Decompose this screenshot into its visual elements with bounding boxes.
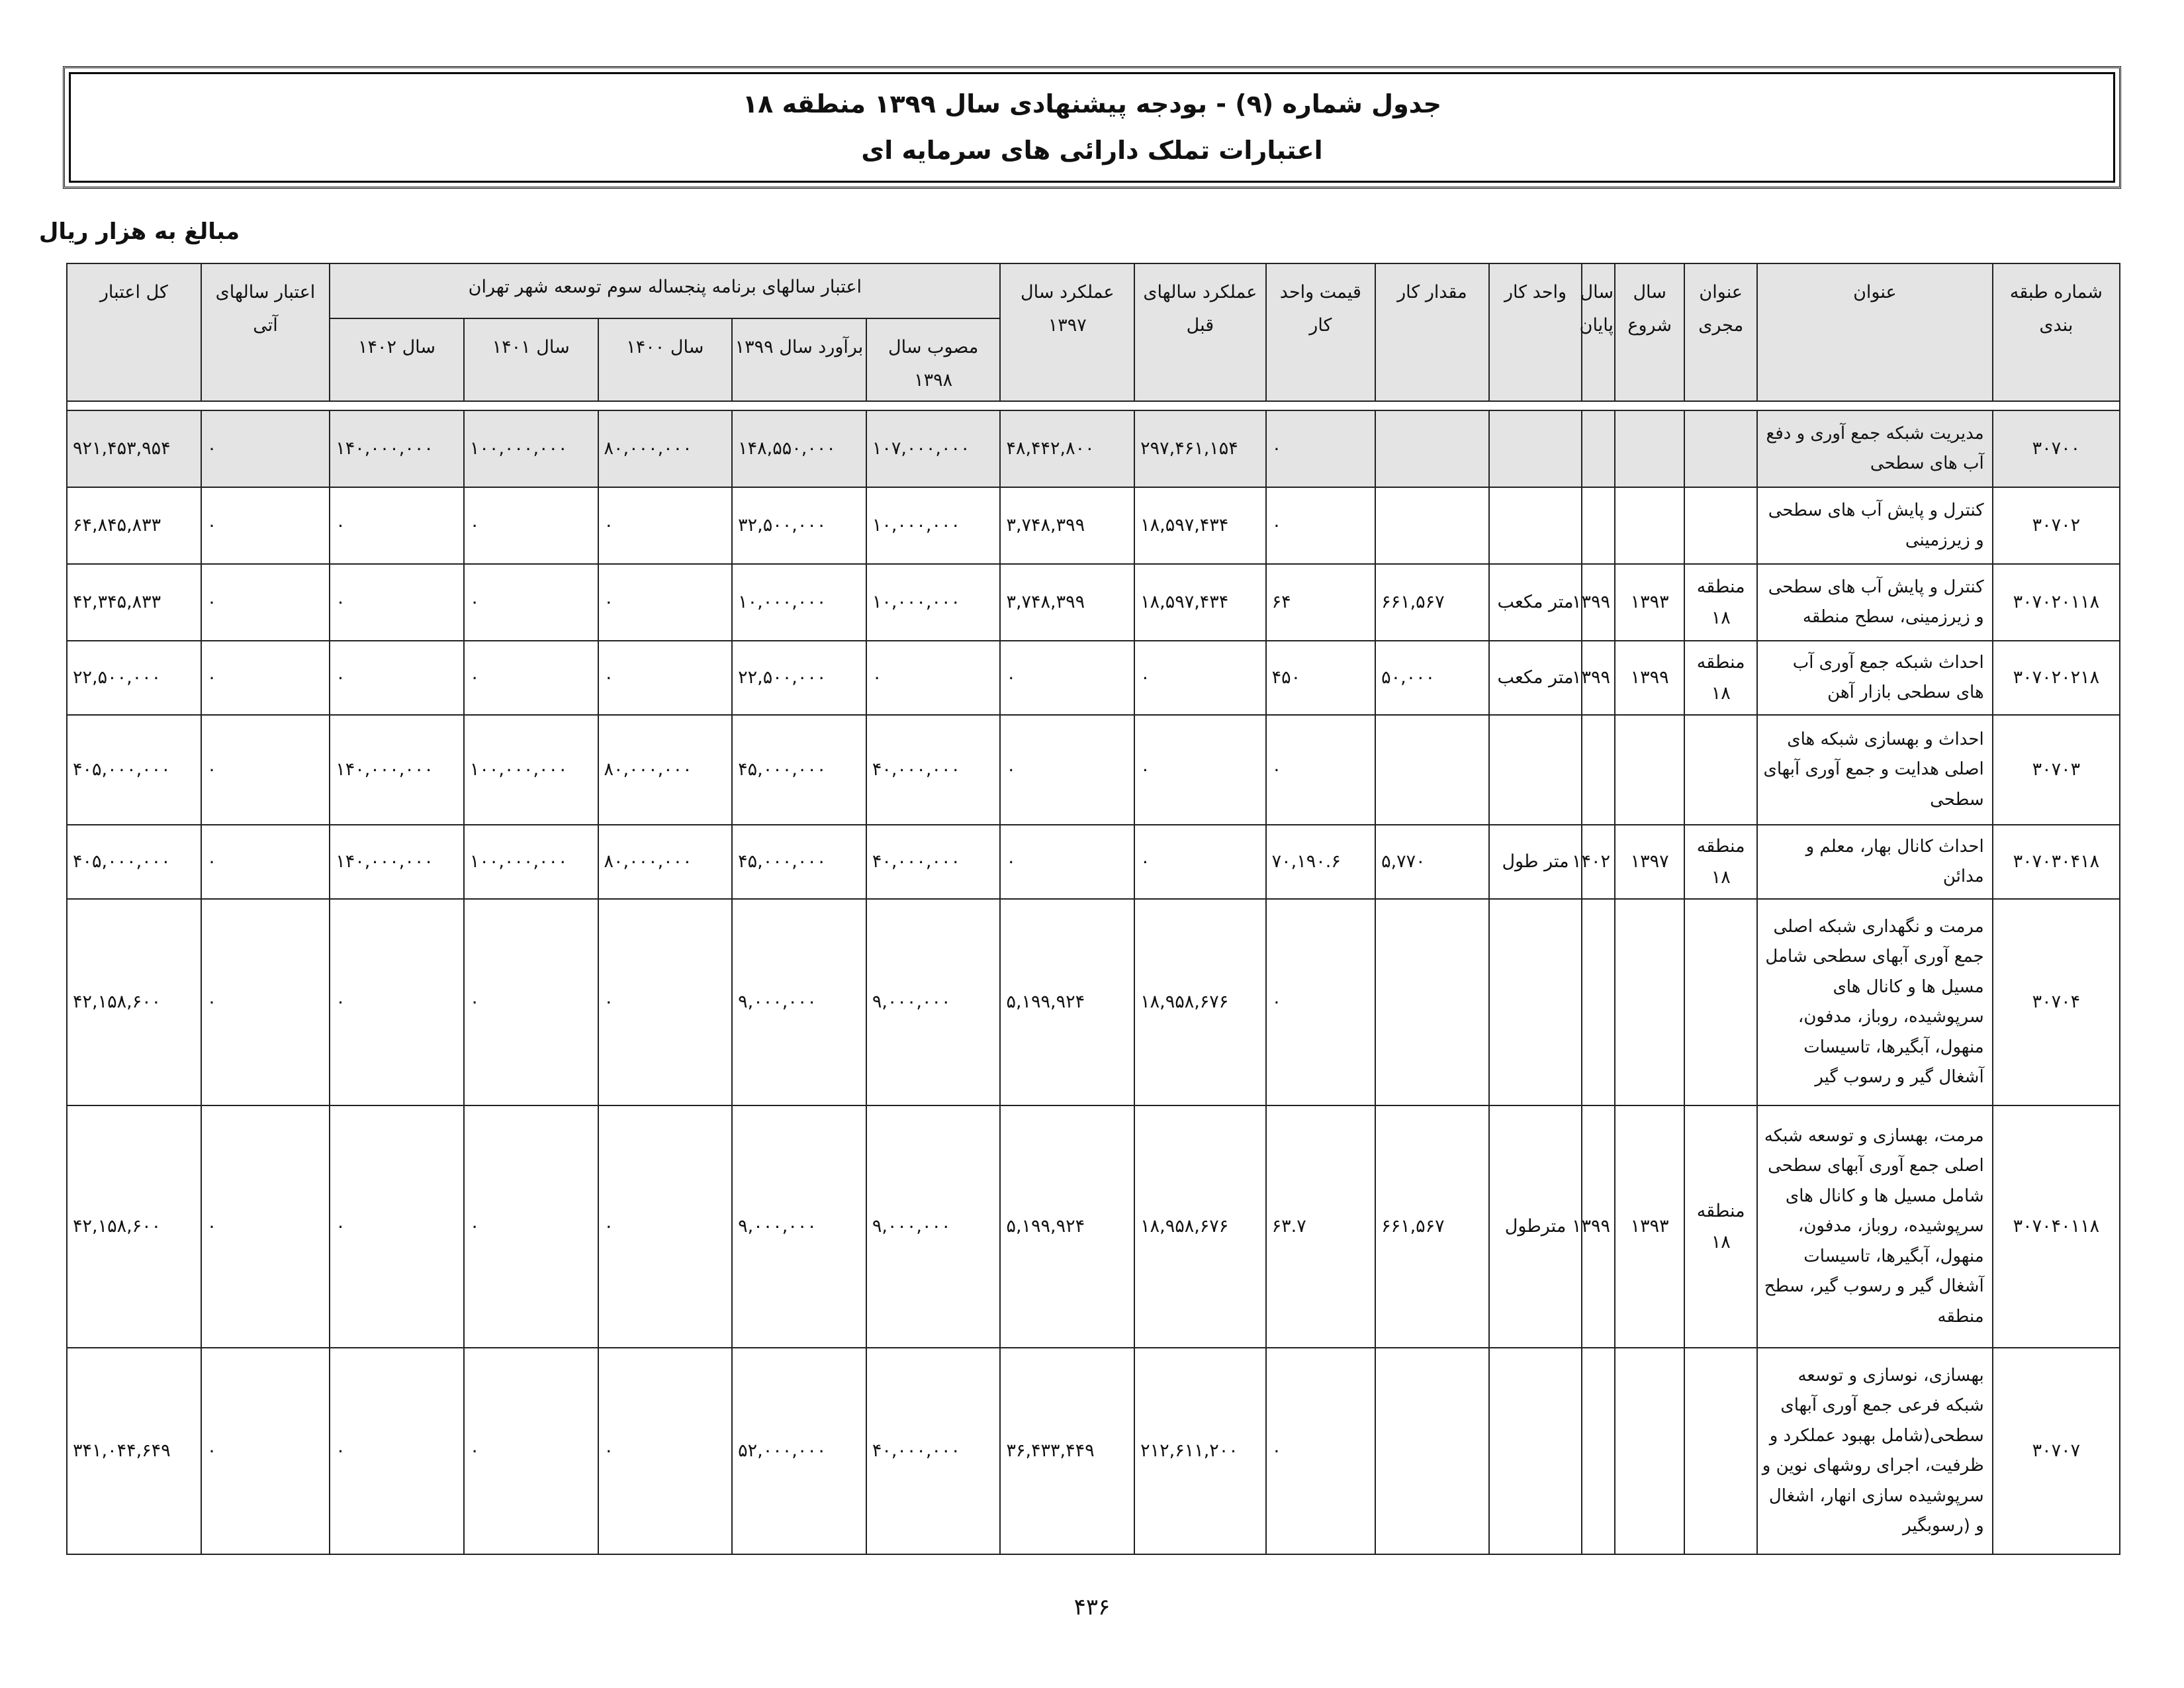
cell-code: ۳۰۷۰۴۰۱۱۸ [1993,1105,2120,1348]
cell-approved-1398: ۴۰,۰۰۰,۰۰۰ [866,825,1001,899]
table-row [67,899,2120,1105]
cell-y1400: ۰ [598,1348,733,1554]
cell-y1401: ۱۰۰,۰۰۰,۰۰۰ [464,410,598,487]
cell-y1401: ۰ [464,899,598,1105]
cell-perf-1397: ۵,۱۹۹,۹۲۴ [1000,1105,1134,1348]
cell-total: ۲۲,۵۰۰,۰۰۰ [67,641,201,715]
cell-title: کنترل و پایش آب های سطحی و زیرزمینی [1757,487,1993,564]
cell-exec: منطقه ۱۸ [1684,825,1757,899]
cell-y1402: ۱۴۰,۰۰۰,۰۰۰ [330,410,464,487]
header-spacer [67,401,2120,410]
cell-perf-1397: ۵,۱۹۹,۹۲۴ [1000,899,1134,1105]
cell-y1400: ۸۰,۰۰۰,۰۰۰ [598,410,733,487]
cell-start: ۱۳۹۹ [1615,641,1684,715]
cell-end [1582,487,1615,564]
cell-title: احداث شبکه جمع آوری آب های سطحی بازار آهن [1757,641,1993,715]
cell-estimate-1399: ۴۵,۰۰۰,۰۰۰ [732,715,866,825]
table-row [67,825,2120,899]
cell-approved-1398: ۹,۰۰۰,۰۰۰ [866,1105,1001,1348]
cell-qty: ۶۶۱,۵۶۷ [1375,564,1489,641]
col-title: عنوان [1757,263,1993,401]
cell-perf-1397: ۳,۷۴۸,۳۹۹ [1000,564,1134,641]
cell-y1401: ۰ [464,487,598,564]
cell-end: ۱۳۹۹ [1582,641,1615,715]
cell-start [1615,410,1684,487]
cell-perf-1397: ۴۸,۴۴۲,۸۰۰ [1000,410,1134,487]
cell-perf-1397: ۰ [1000,641,1134,715]
cell-code: ۳۰۷۰۲۰۱۱۸ [1993,564,2120,641]
col-work-qty: مقدار کار [1375,263,1489,401]
cell-unit [1489,487,1582,564]
cell-y1402: ۰ [330,487,464,564]
cell-perf-prev: ۰ [1134,825,1266,899]
cell-code: ۳۰۷۰۰ [1993,410,2120,487]
table-row [67,487,2120,564]
cell-price: ۰ [1266,715,1375,825]
col-perf-1397: عملکرد سال ۱۳۹۷ [1000,263,1134,401]
cell-y1400: ۰ [598,641,733,715]
col-end-year: سال پایان [1582,263,1615,401]
cell-start: ۱۳۹۳ [1615,564,1684,641]
units-note: مبالغ به هزار ریال [38,218,240,245]
cell-start [1615,487,1684,564]
title-box [63,66,2121,189]
cell-y1402: ۱۴۰,۰۰۰,۰۰۰ [330,825,464,899]
cell-y1401: ۱۰۰,۰۰۰,۰۰۰ [464,715,598,825]
cell-future: ۰ [201,1348,330,1554]
cell-y1400: ۰ [598,899,733,1105]
cell-exec: منطقه ۱۸ [1684,1105,1757,1348]
cell-unit [1489,1348,1582,1554]
cell-approved-1398: ۱۰,۰۰۰,۰۰۰ [866,564,1001,641]
cell-total: ۳۴۱,۰۴۴,۶۴۹ [67,1348,201,1554]
cell-price: ۶۳.۷ [1266,1105,1375,1348]
col-exec: عنوان مجری [1684,263,1757,401]
cell-title: مرمت، بهسازی و توسعه شبکه اصلی جمع آوری آبهای سطحی شامل مسیل ها و کانال های سرپوشیده، روباز، مدفون، منهول، آبگیرها، تاسیسات آشغال گیر و رسوب گیر، سطح منطقه [1757,1105,1993,1348]
cell-code: ۳۰۷۰۲ [1993,487,2120,564]
cell-perf-prev: ۱۸,۵۹۷,۴۳۴ [1134,487,1266,564]
budget-table [66,263,2120,1555]
cell-y1402: ۰ [330,641,464,715]
cell-unit [1489,899,1582,1105]
col-plan-group: اعتبار سالهای برنامه پنجساله سوم توسعه شهر تهران [330,263,1000,318]
cell-code: ۳۰۷۰۷ [1993,1348,2120,1554]
cell-title: مدیریت شبکه جمع آوری و دفع آب های سطحی [1757,410,1993,487]
cell-estimate-1399: ۳۲,۵۰۰,۰۰۰ [732,487,866,564]
cell-y1402: ۰ [330,1105,464,1348]
cell-future: ۰ [201,410,330,487]
cell-qty: ۵,۷۷۰ [1375,825,1489,899]
cell-perf-prev: ۲۹۷,۴۶۱,۱۵۴ [1134,410,1266,487]
cell-estimate-1399: ۴۵,۰۰۰,۰۰۰ [732,825,866,899]
cell-total: ۴۰۵,۰۰۰,۰۰۰ [67,715,201,825]
cell-exec: منطقه ۱۸ [1684,641,1757,715]
cell-perf-prev: ۲۱۲,۶۱۱,۲۰۰ [1134,1348,1266,1554]
cell-title: بهسازی، نوسازی و توسعه شبکه فرعی جمع آوری آبهای سطحی(شامل بهبود عملکرد و ظرفیت، اجرای روشهای نوین و سرپوشیده سازی انهار، اشغال و (رسوبگیر [1757,1348,1993,1554]
col-1400: سال ۱۴۰۰ [598,318,733,401]
cell-future: ۰ [201,487,330,564]
cell-price: ۶۴ [1266,564,1375,641]
col-future: اعتبار سالهای آتی [201,263,330,401]
cell-price: ۷۰,۱۹۰.۶ [1266,825,1375,899]
cell-y1400: ۸۰,۰۰۰,۰۰۰ [598,715,733,825]
cell-title: مرمت و نگهداری شبکه اصلی جمع آوری آبهای سطحی شامل مسیل ها و کانال های سرپوشیده، روباز، مدفون، منهول، آبگیرها، تاسیسات آشغال گیر و رسوب گیر [1757,899,1993,1105]
cell-end: ۱۳۹۹ [1582,1105,1615,1348]
page-title: جدول شماره (۹) - بودجه پیشنهادی سال ۱۳۹۹ منطقه ۱۸ [742,89,1442,118]
table-row [67,564,2120,641]
col-1402: سال ۱۴۰۲ [330,318,464,401]
cell-qty [1375,487,1489,564]
cell-unit: متر مکعب [1489,641,1582,715]
col-code: شماره طبقه بندی [1993,263,2120,401]
cell-qty [1375,899,1489,1105]
cell-perf-prev: ۰ [1134,715,1266,825]
cell-perf-1397: ۰ [1000,715,1134,825]
cell-end: ۱۴۰۲ [1582,825,1615,899]
col-start-year: سال شروع [1615,263,1684,401]
cell-estimate-1399: ۱۴۸,۵۵۰,۰۰۰ [732,410,866,487]
cell-approved-1398: ۴۰,۰۰۰,۰۰۰ [866,1348,1001,1554]
cell-exec [1684,487,1757,564]
table-row [67,1348,2120,1554]
cell-start: ۱۳۹۷ [1615,825,1684,899]
cell-y1402: ۰ [330,899,464,1105]
cell-y1400: ۰ [598,1105,733,1348]
cell-unit: متر مکعب [1489,564,1582,641]
cell-price: ۰ [1266,1348,1375,1554]
col-total: کل اعتبار [67,263,201,401]
cell-start [1615,899,1684,1105]
cell-y1401: ۰ [464,564,598,641]
cell-y1401: ۰ [464,641,598,715]
cell-y1401: ۱۰۰,۰۰۰,۰۰۰ [464,825,598,899]
cell-approved-1398: ۱۰,۰۰۰,۰۰۰ [866,487,1001,564]
cell-unit [1489,410,1582,487]
cell-perf-1397: ۳۶,۴۳۳,۴۴۹ [1000,1348,1134,1554]
cell-code: ۳۰۷۰۲۰۲۱۸ [1993,641,2120,715]
cell-end [1582,715,1615,825]
cell-y1401: ۰ [464,1105,598,1348]
cell-qty [1375,1348,1489,1554]
cell-start: ۱۳۹۳ [1615,1105,1684,1348]
cell-end [1582,1348,1615,1554]
cell-estimate-1399: ۵۲,۰۰۰,۰۰۰ [732,1348,866,1554]
cell-approved-1398: ۹,۰۰۰,۰۰۰ [866,899,1001,1105]
cell-qty: ۵۰,۰۰۰ [1375,641,1489,715]
col-approved-1398: مصوب سال ۱۳۹۸ [866,318,1001,401]
cell-total: ۴۲,۳۴۵,۸۳۳ [67,564,201,641]
col-1401: سال ۱۴۰۱ [464,318,598,401]
cell-future: ۰ [201,899,330,1105]
cell-approved-1398: ۰ [866,641,1001,715]
cell-end: ۱۳۹۹ [1582,564,1615,641]
col-work-unit: واحد کار [1489,263,1582,401]
cell-perf-prev: ۱۸,۹۵۸,۶۷۶ [1134,899,1266,1105]
cell-estimate-1399: ۹,۰۰۰,۰۰۰ [732,1105,866,1348]
cell-total: ۹۲۱,۴۵۳,۹۵۴ [67,410,201,487]
table-row [67,715,2120,825]
cell-unit: متر طول [1489,825,1582,899]
cell-future: ۰ [201,825,330,899]
cell-total: ۴۲,۱۵۸,۶۰۰ [67,1105,201,1348]
cell-y1402: ۱۴۰,۰۰۰,۰۰۰ [330,715,464,825]
cell-exec [1684,1348,1757,1554]
cell-qty [1375,410,1489,487]
cell-exec [1684,899,1757,1105]
col-unit-price: قیمت واحد کار [1266,263,1375,401]
cell-title: احداث کانال بهار، معلم و مدائن [1757,825,1993,899]
cell-qty: ۶۶۱,۵۶۷ [1375,1105,1489,1348]
cell-start [1615,1348,1684,1554]
cell-code: ۳۰۷۰۳ [1993,715,2120,825]
col-perf-prev: عملکرد سالهای قبل [1134,263,1266,401]
cell-start [1615,715,1684,825]
cell-price: ۰ [1266,899,1375,1105]
table-row [67,1105,2120,1348]
cell-qty [1375,715,1489,825]
cell-price: ۰ [1266,487,1375,564]
cell-exec: منطقه ۱۸ [1684,564,1757,641]
cell-future: ۰ [201,1105,330,1348]
cell-exec [1684,715,1757,825]
cell-perf-prev: ۱۸,۹۵۸,۶۷۶ [1134,1105,1266,1348]
cell-y1400: ۰ [598,487,733,564]
cell-approved-1398: ۴۰,۰۰۰,۰۰۰ [866,715,1001,825]
cell-code: ۳۰۷۰۳۰۴۱۸ [1993,825,2120,899]
cell-price: ۰ [1266,410,1375,487]
cell-perf-prev: ۰ [1134,641,1266,715]
cell-y1402: ۰ [330,564,464,641]
cell-total: ۴۲,۱۵۸,۶۰۰ [67,899,201,1105]
cell-y1402: ۰ [330,1348,464,1554]
cell-y1400: ۸۰,۰۰۰,۰۰۰ [598,825,733,899]
cell-title: کنترل و پایش آب های سطحی و زیرزمینی، سطح منطقه [1757,564,1993,641]
budget-rows [67,401,2120,1554]
cell-future: ۰ [201,564,330,641]
cell-unit: مترطول [1489,1105,1582,1348]
cell-exec [1684,410,1757,487]
page-subtitle: اعتبارات تملک دارائی های سرمایه ای [861,136,1323,165]
cell-end [1582,410,1615,487]
page-number: ۴۳۶ [1073,1594,1111,1620]
cell-future: ۰ [201,715,330,825]
col-estimate-1399: برآورد سال ۱۳۹۹ [732,318,866,401]
cell-perf-1397: ۳,۷۴۸,۳۹۹ [1000,487,1134,564]
cell-future: ۰ [201,641,330,715]
cell-code: ۳۰۷۰۴ [1993,899,2120,1105]
cell-estimate-1399: ۲۲,۵۰۰,۰۰۰ [732,641,866,715]
cell-unit [1489,715,1582,825]
table-row [67,410,2120,487]
cell-estimate-1399: ۹,۰۰۰,۰۰۰ [732,899,866,1105]
cell-price: ۴۵۰ [1266,641,1375,715]
cell-total: ۴۰۵,۰۰۰,۰۰۰ [67,825,201,899]
cell-approved-1398: ۱۰۷,۰۰۰,۰۰۰ [866,410,1001,487]
table-row [67,641,2120,715]
cell-end [1582,899,1615,1105]
cell-y1401: ۰ [464,1348,598,1554]
cell-y1400: ۰ [598,564,733,641]
cell-title: احداث و بهسازی شبکه های اصلی هدایت و جمع آوری آبهای سطحی [1757,715,1993,825]
cell-total: ۶۴,۸۴۵,۸۳۳ [67,487,201,564]
cell-estimate-1399: ۱۰,۰۰۰,۰۰۰ [732,564,866,641]
cell-perf-1397: ۰ [1000,825,1134,899]
cell-perf-prev: ۱۸,۵۹۷,۴۳۴ [1134,564,1266,641]
